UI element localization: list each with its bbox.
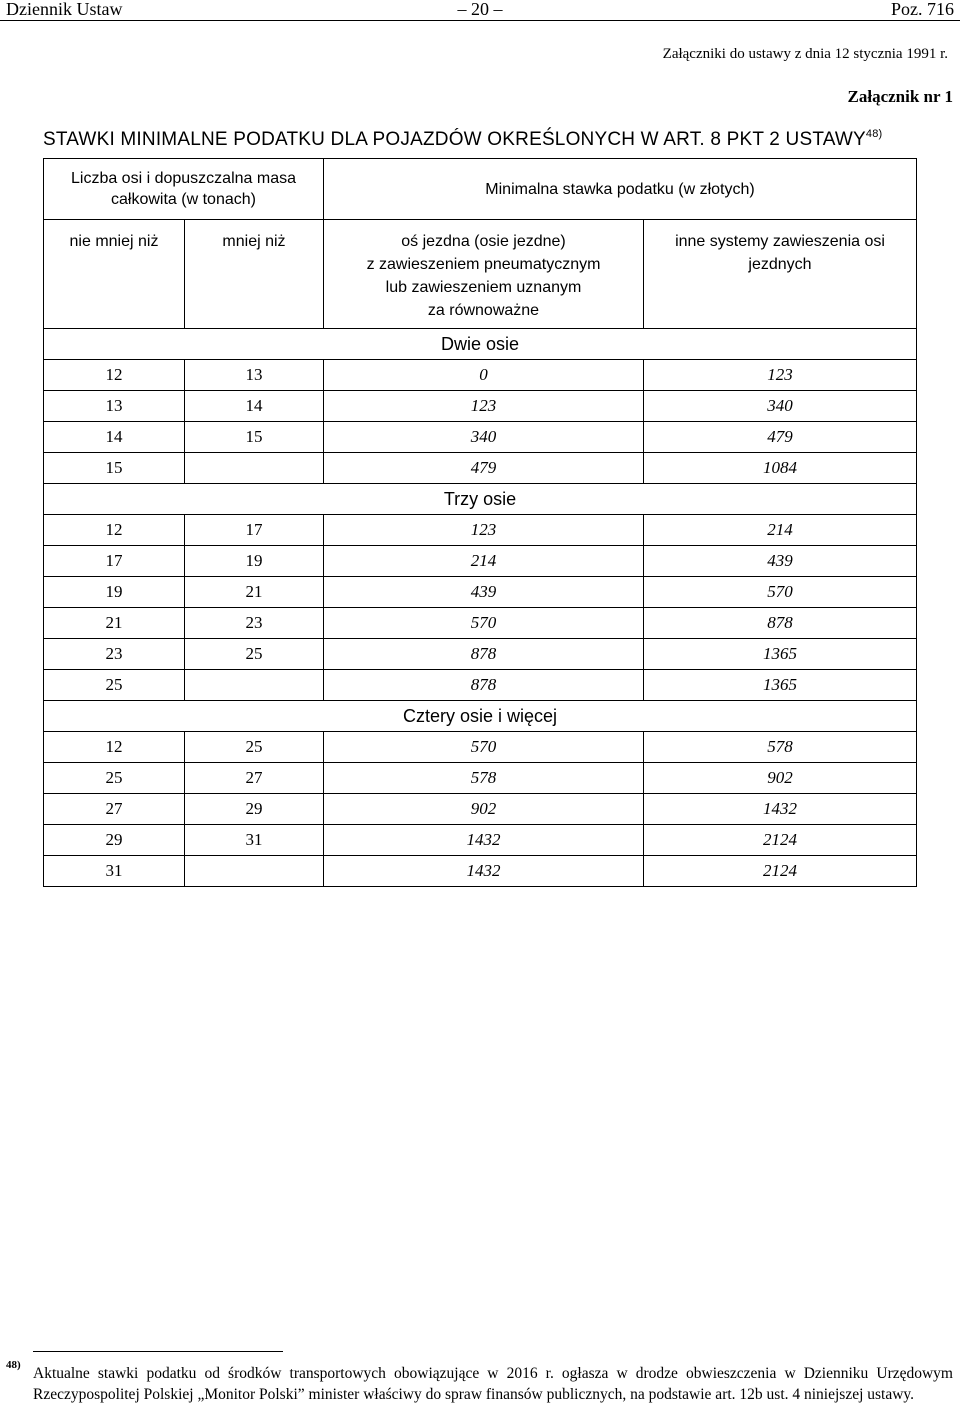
cell-max-mass [185, 453, 324, 484]
footnote-text: Aktualne stawki podatku od środków transportowych obowiązujące w 2016 r. ogłasza w drodze obwieszczenia w Dzienniku Urzędowym Rzeczypospolitej Polskiej „Monitor Polski” minister właściwy do spraw finansów publicznych, na podstawie art. 12b ust. 4 niniejszej ustawy. [33, 1365, 953, 1403]
table-row [44, 515, 917, 546]
cell-max-mass: 14 [185, 391, 324, 422]
table-row [44, 856, 917, 887]
cell-rate-pneumatic: 570 [324, 608, 644, 639]
header-pneumatic-line: za równoważne [427, 302, 540, 319]
page-header [0, 0, 960, 21]
page-number: – 20 – [457, 0, 503, 19]
cell-rate-pneumatic: 570 [324, 732, 644, 763]
table-row [44, 763, 917, 794]
cell-min-mass: 12 [44, 732, 185, 763]
cell-min-mass: 14 [44, 422, 185, 453]
cell-rate-other: 578 [644, 732, 917, 763]
table-row [44, 577, 917, 608]
cell-rate-other: 1432 [644, 794, 917, 825]
cell-rate-other: 570 [644, 577, 917, 608]
header-min-label: nie mniej niż [69, 233, 159, 250]
header-pneumatic-line: lub zawieszeniem uznanym [385, 279, 582, 296]
table-row [44, 422, 917, 453]
header-max-label: mniej niż [222, 233, 286, 250]
cell-min-mass: 12 [44, 515, 185, 546]
cell-max-mass: 29 [185, 794, 324, 825]
cell-rate-other: 1365 [644, 670, 917, 701]
cell-max-mass: 17 [185, 515, 324, 546]
cell-min-mass: 13 [44, 391, 185, 422]
cell-max-mass: 21 [185, 577, 324, 608]
cell-rate-pneumatic: 578 [324, 763, 644, 794]
section-row [44, 484, 917, 515]
header-pneumatic-line: z zawieszeniem pneumatycznym [366, 256, 601, 273]
cell-rate-other: 479 [644, 422, 917, 453]
header-max [185, 220, 324, 329]
attachment-number: Załącznik nr 1 [847, 87, 953, 106]
table-row [44, 670, 917, 701]
cell-max-mass: 25 [185, 732, 324, 763]
page-title [43, 128, 953, 151]
section-row [44, 701, 917, 732]
cell-rate-other: 1084 [644, 453, 917, 484]
cell-max-mass: 31 [185, 825, 324, 856]
header-pneumatic [324, 220, 644, 329]
header-other [644, 220, 917, 329]
title-footnote-ref: 48) [865, 128, 883, 140]
cell-rate-pneumatic: 214 [324, 546, 644, 577]
section-label: Trzy osie [44, 484, 917, 515]
cell-max-mass: 15 [185, 422, 324, 453]
cell-max-mass: 13 [185, 360, 324, 391]
attachments-date: Załączniki do ustawy z dnia 12 stycznia 1991 r. [662, 46, 948, 62]
cell-min-mass: 21 [44, 608, 185, 639]
section-row [44, 329, 917, 360]
cell-min-mass: 23 [44, 639, 185, 670]
cell-rate-pneumatic: 1432 [324, 856, 644, 887]
table-row [44, 639, 917, 670]
cell-max-mass: 27 [185, 763, 324, 794]
table-row [44, 825, 917, 856]
journal-name: Dziennik Ustaw [6, 0, 123, 19]
cell-max-mass: 25 [185, 639, 324, 670]
cell-min-mass: 17 [44, 546, 185, 577]
cell-rate-other: 878 [644, 608, 917, 639]
cell-rate-other: 439 [644, 546, 917, 577]
tax-rate-table [43, 158, 917, 887]
header-other-line: jezdnych [748, 256, 812, 273]
footnote-mark: 48) [6, 1359, 21, 1371]
table-row [44, 453, 917, 484]
cell-min-mass: 31 [44, 856, 185, 887]
cell-rate-pneumatic: 902 [324, 794, 644, 825]
cell-min-mass: 29 [44, 825, 185, 856]
table-row [44, 732, 917, 763]
section-label: Cztery osie i więcej [44, 701, 917, 732]
cell-rate-other: 214 [644, 515, 917, 546]
cell-rate-other: 2124 [644, 825, 917, 856]
table-row [44, 794, 917, 825]
cell-rate-other: 2124 [644, 856, 917, 887]
cell-rate-pneumatic: 0 [324, 360, 644, 391]
cell-rate-pneumatic: 123 [324, 391, 644, 422]
position-number: Poz. 716 [891, 0, 954, 19]
cell-rate-other: 123 [644, 360, 917, 391]
cell-rate-other: 340 [644, 391, 917, 422]
table-row [44, 608, 917, 639]
cell-rate-other: 1365 [644, 639, 917, 670]
cell-rate-pneumatic: 878 [324, 639, 644, 670]
cell-rate-pneumatic: 1432 [324, 825, 644, 856]
cell-min-mass: 19 [44, 577, 185, 608]
cell-max-mass [185, 856, 324, 887]
cell-min-mass: 25 [44, 763, 185, 794]
header-min [44, 220, 185, 329]
cell-max-mass: 19 [185, 546, 324, 577]
header-rate-group [324, 159, 917, 220]
table-row [44, 391, 917, 422]
cell-rate-pneumatic: 479 [324, 453, 644, 484]
table-row [44, 546, 917, 577]
section-label: Dwie osie [44, 329, 917, 360]
cell-rate-other: 902 [644, 763, 917, 794]
cell-rate-pneumatic: 340 [324, 422, 644, 453]
cell-max-mass [185, 670, 324, 701]
header-mass-group-label: Liczba osi i dopuszczalna masa całkowita (w tonach) [70, 170, 296, 208]
cell-rate-pneumatic: 439 [324, 577, 644, 608]
table-row [44, 360, 917, 391]
cell-min-mass: 12 [44, 360, 185, 391]
cell-min-mass: 27 [44, 794, 185, 825]
header-other-line: inne systemy zawieszenia osi [675, 233, 885, 250]
header-pneumatic-line: oś jezdna (osie jezdne) [401, 233, 566, 250]
header-rate-group-label: Minimalna stawka podatku (w złotych) [485, 180, 755, 198]
cell-rate-pneumatic: 878 [324, 670, 644, 701]
cell-min-mass: 15 [44, 453, 185, 484]
cell-min-mass: 25 [44, 670, 185, 701]
footnote-divider [33, 1351, 283, 1352]
cell-rate-pneumatic: 123 [324, 515, 644, 546]
cell-max-mass: 23 [185, 608, 324, 639]
header-mass-group [44, 159, 324, 220]
title-text: STAWKI MINIMALNE PODATKU DLA POJAZDÓW OKREŚLONYCH W ART. 8 PKT 2 USTAWY [43, 129, 866, 150]
